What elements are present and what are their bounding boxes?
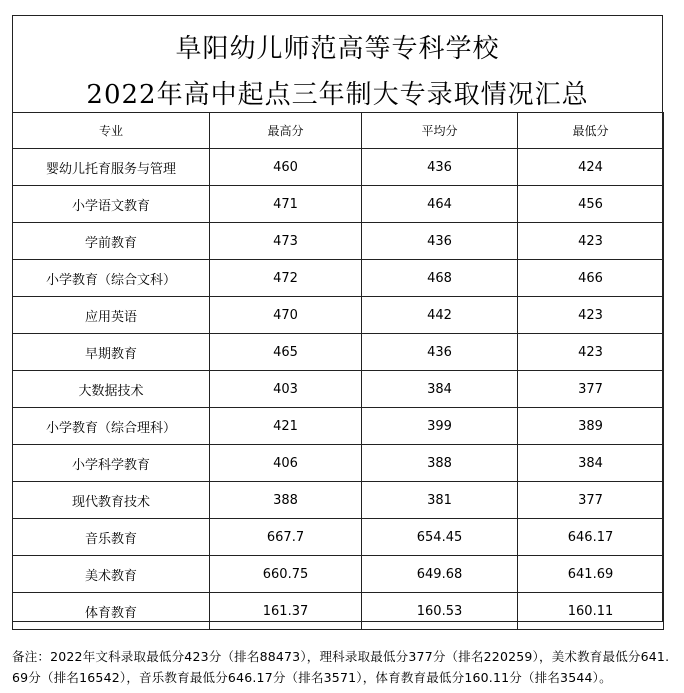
table-row [13, 519, 664, 556]
cell-avg-score: 381 [362, 482, 518, 519]
cell-major: 音乐教育 [13, 519, 210, 556]
cell-major: 小学科学教育 [13, 445, 210, 482]
cell-min-score: 646.17 [518, 519, 664, 556]
cell-max-score: 388 [210, 482, 362, 519]
cell-major: 应用英语 [13, 297, 210, 334]
cell-major: 早期教育 [13, 334, 210, 371]
table-row [13, 371, 664, 408]
cell-max-score: 403 [210, 371, 362, 408]
header-major: 专业 [13, 113, 210, 149]
cell-avg-score: 384 [362, 371, 518, 408]
cell-avg-score: 436 [362, 223, 518, 260]
table-row [13, 149, 664, 186]
cell-major: 婴幼儿托育服务与管理 [13, 149, 210, 186]
cell-avg-score: 654.45 [362, 519, 518, 556]
table-row [13, 186, 664, 223]
cell-min-score: 641.69 [518, 556, 664, 593]
cell-max-score: 470 [210, 297, 362, 334]
cell-min-score: 456 [518, 186, 664, 223]
cell-min-score: 377 [518, 482, 664, 519]
table-row [13, 260, 664, 297]
table-row [13, 556, 664, 593]
cell-min-score: 423 [518, 297, 664, 334]
cell-major: 小学教育（综合理科） [13, 408, 210, 445]
cell-major: 体育教育 [13, 593, 210, 630]
footnote: 备注：2022年文科录取最低分423分（排名88473），理科录取最低分377分（排名220259），美术教育最低分641.69分（排名16542），音乐教育最低分646.17分（排名3571），体育教育最低分160.11分（排名3544）。 [12, 649, 670, 685]
cell-avg-score: 468 [362, 260, 518, 297]
cell-min-score: 160.11 [518, 593, 664, 630]
header-max-score: 最高分 [210, 113, 362, 149]
cell-max-score: 161.37 [210, 593, 362, 630]
cell-min-score: 377 [518, 371, 664, 408]
cell-min-score: 384 [518, 445, 664, 482]
cell-avg-score: 436 [362, 334, 518, 371]
table-row [13, 334, 664, 371]
cell-major: 学前教育 [13, 223, 210, 260]
cell-max-score: 421 [210, 408, 362, 445]
cell-avg-score: 399 [362, 408, 518, 445]
cell-avg-score: 464 [362, 186, 518, 223]
cell-max-score: 473 [210, 223, 362, 260]
cell-max-score: 472 [210, 260, 362, 297]
cell-min-score: 423 [518, 334, 664, 371]
table-row [13, 482, 664, 519]
cell-major: 小学教育（综合文科） [13, 260, 210, 297]
cell-major: 现代教育技术 [13, 482, 210, 519]
cell-avg-score: 649.68 [362, 556, 518, 593]
table-row [13, 408, 664, 445]
cell-max-score: 667.7 [210, 519, 362, 556]
header-min-score: 最低分 [518, 113, 664, 149]
scores-table [12, 112, 664, 630]
table-row [13, 445, 664, 482]
title-block [13, 16, 662, 112]
cell-max-score: 406 [210, 445, 362, 482]
cell-max-score: 471 [210, 186, 362, 223]
table-row [13, 593, 664, 630]
table-row [13, 223, 664, 260]
cell-min-score: 466 [518, 260, 664, 297]
cell-avg-score: 436 [362, 149, 518, 186]
cell-min-score: 423 [518, 223, 664, 260]
cell-avg-score: 160.53 [362, 593, 518, 630]
cell-major: 小学语文教育 [13, 186, 210, 223]
header-avg-score: 平均分 [362, 113, 518, 149]
cell-max-score: 465 [210, 334, 362, 371]
cell-min-score: 424 [518, 149, 664, 186]
cell-min-score: 389 [518, 408, 664, 445]
cell-major: 美术教育 [13, 556, 210, 593]
cell-avg-score: 442 [362, 297, 518, 334]
table-header-row [13, 113, 664, 149]
cell-max-score: 660.75 [210, 556, 362, 593]
cell-major: 大数据技术 [13, 371, 210, 408]
summary-title: 2022年高中起点三年制大专录取情况汇总 [86, 80, 589, 110]
admission-summary-sheet [12, 15, 663, 622]
cell-avg-score: 388 [362, 445, 518, 482]
cell-max-score: 460 [210, 149, 362, 186]
table-row [13, 297, 664, 334]
school-name-title: 阜阳幼儿师范高等专科学校 [175, 34, 500, 64]
